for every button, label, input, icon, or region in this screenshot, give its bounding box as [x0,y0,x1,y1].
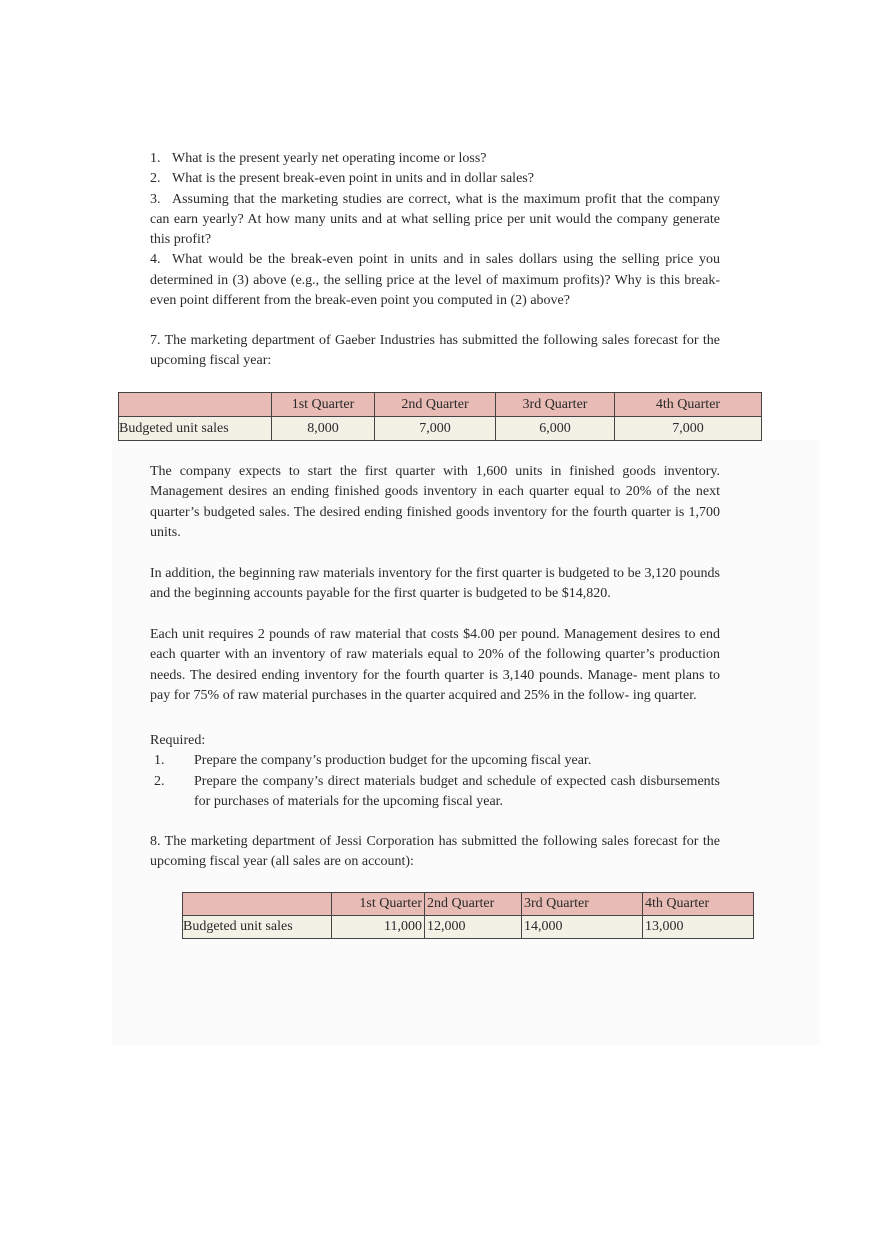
header-cell: 1st Quarter [332,893,425,916]
value-cell: 8,000 [272,417,375,441]
question-item: 2. What is the present break-even point in units and in dollar sales? [150,171,534,187]
sales-forecast-table-7 [118,392,762,441]
questions-list [150,149,720,311]
header-cell: 3rd Quarter [496,393,615,417]
header-cell: 4th Quarter [643,893,754,916]
header-cell: 1st Quarter [272,393,375,417]
question-item: 3. Assuming that the marketing studies are correct, what is the maximum profit that the company can earn yearly? At how many units and at what selling price per unit would the company generate this profit? [150,191,720,248]
row-label: Budgeted unit sales [183,916,332,939]
required-item: 2. Prepare the company’s direct materials budget and schedule of expected cash disbursements for purchases of materials for the upcoming fiscal year. [154,773,720,809]
header-cell: 2nd Quarter [375,393,496,417]
value-cell: 12,000 [425,916,522,939]
table-header-row [119,393,762,417]
value-cell: 6,000 [496,417,615,441]
value-cell: 11,000 [332,916,425,939]
value-cell: 14,000 [522,916,643,939]
table-row [183,916,754,939]
required-section [150,731,720,812]
table-row [119,417,762,441]
value-cell: 7,000 [615,417,762,441]
question-item: 1. What is the present yearly net operating income or loss? [150,151,487,166]
header-cell [183,893,332,916]
problem7-intro: 7. The marketing department of Gaeber Industries has submitted the following sales forecast for the upcoming fiscal year: [150,333,720,369]
required-label: Required: [150,733,206,748]
value-cell: 13,000 [643,916,754,939]
header-cell: 2nd Quarter [425,893,522,916]
problem8-intro: 8. The marketing department of Jessi Corporation has submitted the following sales forecast for the upcoming fiscal year (all sales are on account): [150,834,720,870]
problem7-para2: In addition, the beginning raw materials inventory for the first quarter is budgeted to be 3,120 pounds and the beginning accounts payable for the first quarter is budgeted to be $14,820. [150,566,720,602]
sales-forecast-table-8 [182,892,754,939]
header-cell [119,393,272,417]
row-label: Budgeted unit sales [119,417,272,441]
table-header-row [183,893,754,916]
problem7-para3: Each unit requires 2 pounds of raw material that costs $4.00 per pound. Management desires to end each quarter with an inventory of raw materials equal to 20% of the following quarter’s production needs. The desired ending inventory for the fourth quarter is 3,140 pounds. Manage- ment plans to pay for 75% of raw material purchases in the quarter acquired and 25% in the follow- ing quarter. [150,627,720,703]
header-cell: 3rd Quarter [522,893,643,916]
header-cell: 4th Quarter [615,393,762,417]
value-cell: 7,000 [375,417,496,441]
problem7-para1: The company expects to start the first quarter with 1,600 units in finished goods inventory. Management desires an ending finished goods inventory in each quarter equal to 20% of the next quarter’s budgeted sales. The desired ending finished goods inventory for the fourth quarter is 1,700 units. [150,464,720,540]
question-item: 4. What would be the break-even point in units and in sales dollars using the selling price you determined in (3) above (e.g., the selling price at the level of maximum profits)? Why is this break-even point different from the break-even point you computed in (2) above? [150,252,720,309]
required-item: 1. Prepare the company’s production budget for the upcoming fiscal year. [154,753,592,769]
